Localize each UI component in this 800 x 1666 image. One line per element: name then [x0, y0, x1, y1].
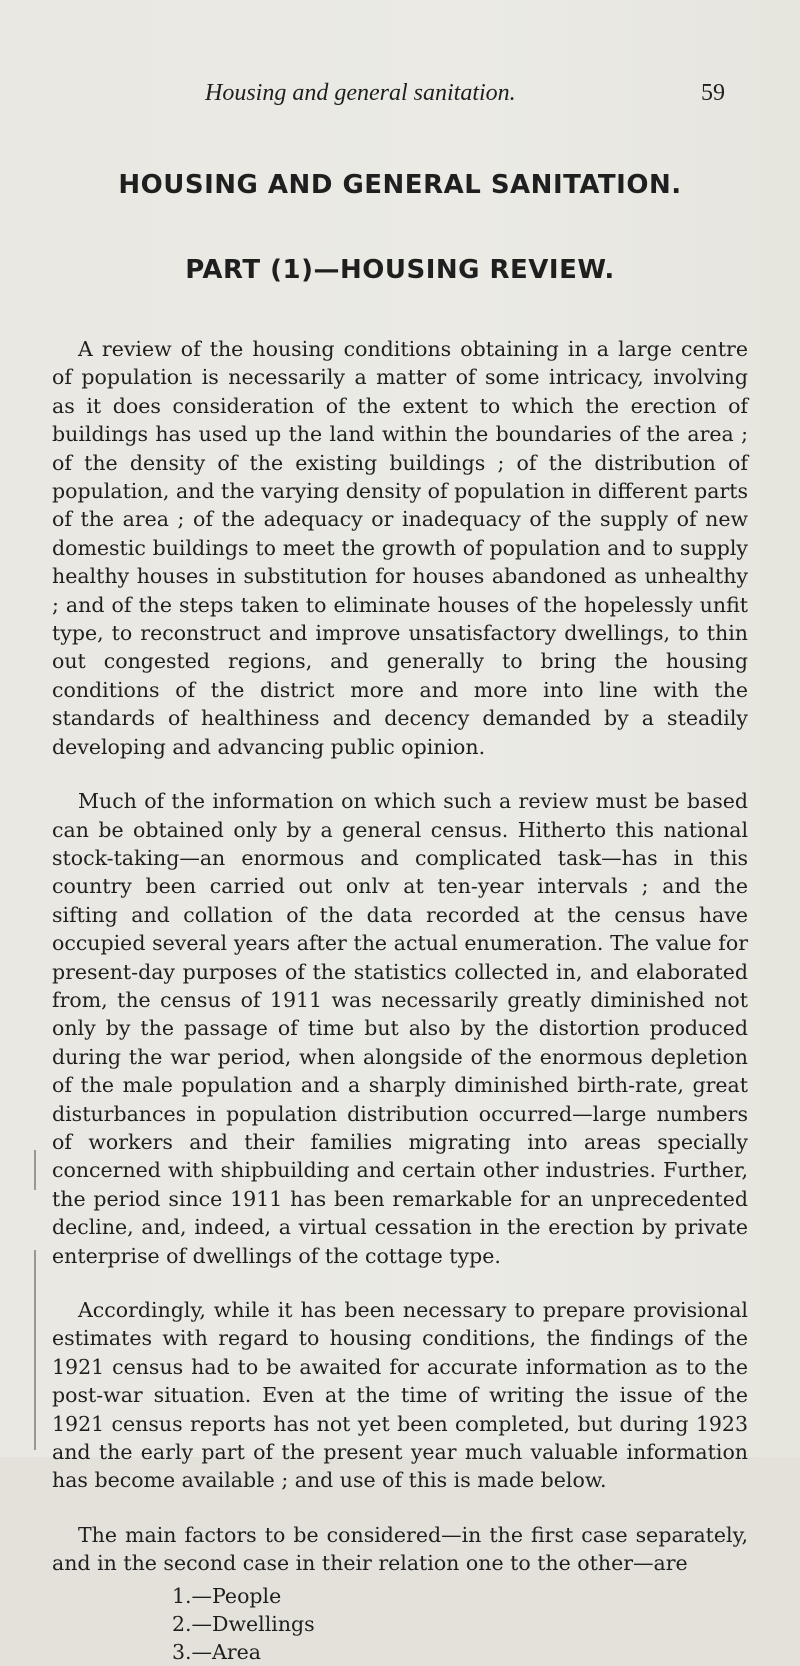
paragraph-3: Accordingly, while it has been necessary to prepare provisional estimates with regard to housing conditions, the findings of the 1921 census had to be awaited for accurate information as to the post-war situation. Even at the time of writing the issue of the 1921 census reports has not yet been completed, but during 1923 and the early part of the present year much valuable information has become available ; and use of this is made below.	[52, 1298, 748, 1493]
body-text	[52, 335, 748, 1666]
running-header	[205, 80, 725, 110]
paragraph-2: Much of the information on which such a review must be based can be obtained only by a general census. Hitherto this national stock-taking—an enormous and complicated task—has in this country been carried out onlv at ten-year intervals ; and the sifting and collation of the data recorded at the census have occupied several years after the actual enumeration. The value for present-day purposes of the statistics collected in, and elaborated from, the census of 1911 was necessarily greatly diminished not only by the passage of time but also by the distortion produced during the war period, when alongside of the enormous depletion of the male population and a sharply diminished birth-rate, great disturbances in population distribution occurred—large numbers of workers and their families migrating into areas specially concerned with shipbuilding and certain other industries. Further, the period since 1911 has been remarkable for an unprecedented decline, and, indeed, a virtual cessation in the erection by private enterprise of dwellings of the cottage type.	[52, 789, 748, 1268]
part-title: PART (1)—HOUSING REVIEW.	[185, 255, 615, 285]
paragraph-4: The main factors to be considered—in the first case separately, and in the second case in their relation one to the other—are	[52, 1522, 748, 1576]
page-number: 59	[701, 80, 725, 106]
paragraph-1: A review of the housing conditions obtaining in a large centre of population is necessarily a matter of some intricacy, involving as it does consideration of the extent to which the erection of buildings has used up the land within the boundaries of the area ; of the density of the existing buildings ; of the distribution of population, and the varying density of population in different parts of the area ; of the adequacy or inadequacy of the supply of new domestic buildings to meet the growth of population and to supply healthy houses in substitution for houses abandoned as unhealthy ; and of the steps taken to eliminate houses of the hopelessly unfit type, to reconstruct and improve unsatisfactory dwellings, to thin out congested regions, and generally to bring the housing conditions of the district more and more into line with the standards of healthiness and decency demanded by a steadily developing and advancing public opinion.	[52, 337, 748, 759]
section-title: HOUSING AND GENERAL SANITATION.	[118, 170, 682, 200]
factors-list	[52, 1582, 748, 1666]
running-title: Housing and general sanitation.	[205, 80, 516, 106]
margin-scan-mark	[34, 1150, 36, 1190]
factor-item: 1.—People	[172, 1583, 282, 1608]
factor-item: 3.—Area	[172, 1639, 262, 1664]
factor-item: 2.—Dwellings	[172, 1611, 315, 1636]
margin-scan-mark	[34, 1250, 36, 1450]
